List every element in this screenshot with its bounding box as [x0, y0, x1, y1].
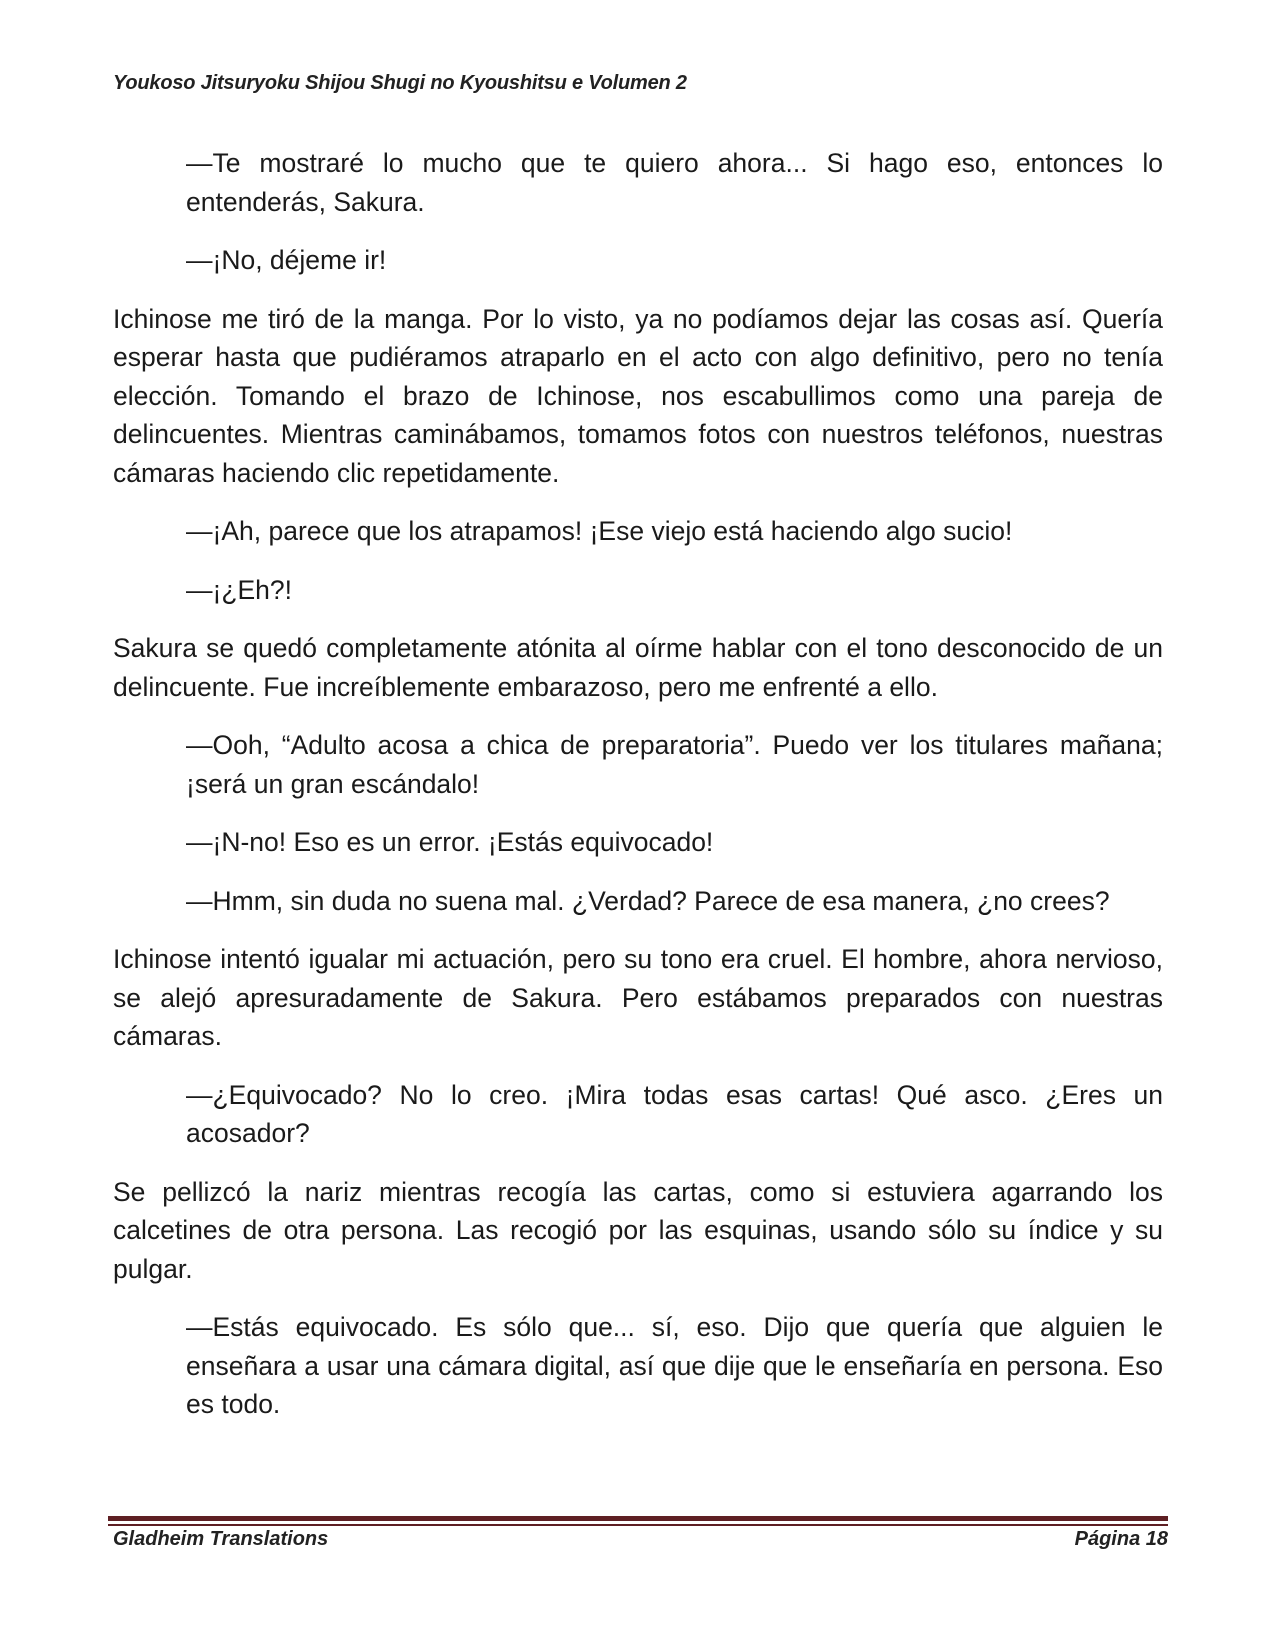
dialogue-line: —Ooh, “Adulto acosa a chica de preparatoria”. Puedo ver los titulares mañana; ¡será un gran escándalo!	[186, 730, 1163, 799]
dialogue-line: —¡No, déjeme ir!	[186, 245, 387, 275]
dialogue-line: —Hmm, sin duda no suena mal. ¿Verdad? Parece de esa manera, ¿no crees?	[186, 885, 1110, 916]
narration-paragraph: Se pellizcó la nariz mientras recogía las cartas, como si estuviera agarrando los calcetines de otra persona. Las recogió por las esquinas, usando sólo su índice y su pulgar.	[113, 1176, 1163, 1284]
dialogue-line: —Estás equivocado. Es sólo que... sí, eso. Dijo que quería que alguien le enseñara a usar una cámara digital, así que dije que le enseñaría en persona. Eso es todo.	[186, 1312, 1163, 1419]
narration-paragraph: Sakura se quedó completamente atónita al oírme hablar con el tono desconocido de un delincuente. Fue increíblemente embarazoso, pero me enfrenté a ello.	[113, 633, 1163, 702]
footer-divider-thin	[108, 1524, 1168, 1526]
narration-paragraph: Ichinose me tiró de la manga. Por lo visto, ya no podíamos dejar las cosas así. Quería esperar hasta que pudiéramos atraparlo en el acto con algo definitivo, pero no tenía elección. Tomando el brazo de Ichinose, nos escabullimos como una pareja de delincuentes. Mientras caminábamos, tomamos fotos con nuestros teléfonos, nuestras cámaras haciendo clic repetidamente.	[113, 303, 1163, 488]
narration-paragraph: Ichinose intentó igualar mi actuación, pero su tono era cruel. El hombre, ahora nervioso, se alejó apresuradamente de Sakura. Pero estábamos preparados con nuestras cámaras.	[113, 944, 1163, 1051]
footer-translator-credit: Gladheim Translations	[113, 1528, 329, 1550]
footer-page-number: Página 18	[1074, 1528, 1168, 1550]
dialogue-line: —¡¿Eh?!	[186, 574, 293, 605]
page-body	[113, 144, 1163, 1444]
dialogue-line: —¡N-no! Eso es un error. ¡Estás equivocado!	[186, 827, 714, 857]
page-header-title: Youkoso Jitsuryoku Shijou Shugi no Kyoushitsu e Volumen 2	[113, 72, 687, 94]
dialogue-line: —Te mostraré lo mucho que te quiero ahora... Si hago eso, entonces lo entenderás, Sakura.	[186, 148, 1163, 217]
dialogue-line: —¡Ah, parece que los atrapamos! ¡Ese viejo está haciendo algo sucio!	[186, 516, 1013, 546]
footer-divider-thick	[108, 1516, 1168, 1521]
dialogue-line: —¿Equivocado? No lo creo. ¡Mira todas esas cartas! Qué asco. ¿Eres un acosador?	[186, 1079, 1163, 1148]
